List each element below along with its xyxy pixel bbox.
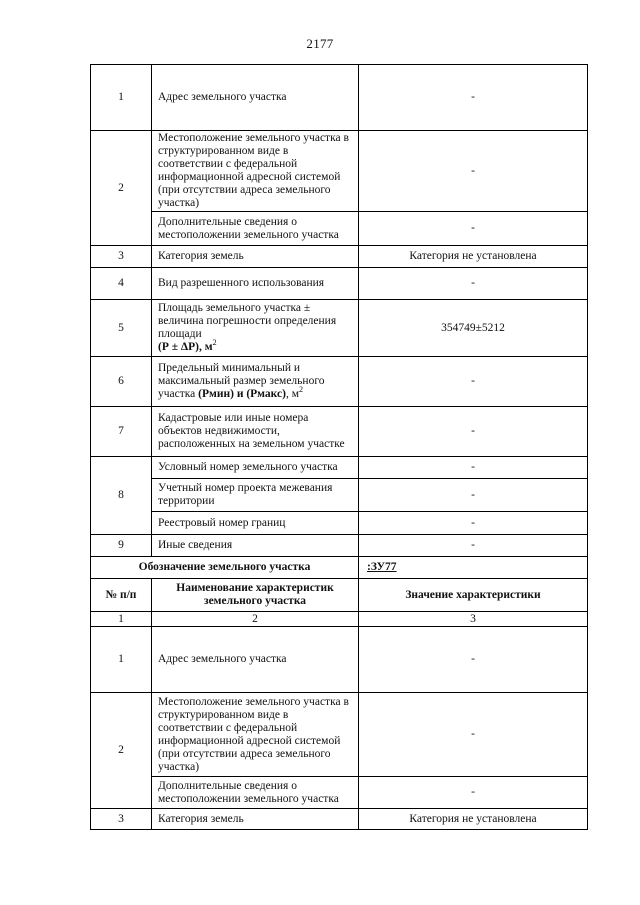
row-number: 1: [91, 65, 152, 131]
row-name: Учетный номер проекта межевания территории: [152, 479, 359, 512]
row-number: 1: [91, 627, 152, 693]
designation-value: :ЗУ77: [359, 557, 588, 579]
row-name: [152, 300, 359, 357]
row-name: Категория земель: [152, 809, 359, 830]
row-value: 354749±5212: [359, 300, 588, 357]
row-number: 2: [91, 131, 152, 246]
row-name: Реестровый номер границ: [152, 512, 359, 535]
column-index-row: [91, 612, 588, 627]
row-number: 7: [91, 407, 152, 457]
row-name: Кадастровые или иные номера объектов недвижимости, расположенных на земельном участке: [152, 407, 359, 457]
col-index: 2: [152, 612, 359, 627]
row-name: [152, 357, 359, 407]
row-number: 2: [91, 693, 152, 809]
row-number: 8: [91, 457, 152, 535]
col-header-num: № п/п: [91, 579, 152, 612]
table-row: [91, 407, 588, 457]
table-row: [91, 131, 588, 212]
row-value: -: [359, 693, 588, 777]
row-value: -: [359, 512, 588, 535]
row-value: -: [359, 479, 588, 512]
table-row: [91, 535, 588, 557]
row-name: Категория земель: [152, 246, 359, 268]
table-row: [91, 479, 588, 512]
area-unit-sup: 2: [212, 338, 217, 348]
row-value: -: [359, 407, 588, 457]
row-number: 5: [91, 300, 152, 357]
row-name: Иные сведения: [152, 535, 359, 557]
table-row: [91, 357, 588, 407]
row-name: Адрес земельного участка: [152, 65, 359, 131]
row-value: -: [359, 357, 588, 407]
page-number: 2177: [306, 36, 334, 51]
row-name: Адрес земельного участка: [152, 627, 359, 693]
col-header-value: Значение характеристики: [359, 579, 588, 612]
table-row: [91, 268, 588, 300]
table-row: [91, 246, 588, 268]
row-value: -: [359, 268, 588, 300]
table-row: [91, 693, 588, 777]
size-unit-sup: 2: [298, 385, 303, 395]
table-row: [91, 212, 588, 246]
row-name: Дополнительные сведения о местоположении земельного участка: [152, 777, 359, 809]
row-value: Категория не установлена: [359, 809, 588, 830]
row-number: 6: [91, 357, 152, 407]
row-value: -: [359, 535, 588, 557]
row-name: Местоположение земельного участка в структурированном виде в соответствии с федеральной информационной адресной системой (при отсутствии адреса земельного участка): [152, 131, 359, 212]
table-row: [91, 627, 588, 693]
col-index: 1: [91, 612, 152, 627]
table-row: [91, 300, 588, 357]
row-value: -: [359, 212, 588, 246]
table-row: [91, 809, 588, 830]
size-unit: , м: [285, 388, 299, 400]
row-number: 9: [91, 535, 152, 557]
column-header-row: [91, 579, 588, 612]
row-number: 4: [91, 268, 152, 300]
row-name: Местоположение земельного участка в структурированном виде в соответствии с федеральной информационной адресной системой (при отсутствии адреса земельного участка): [152, 693, 359, 777]
row-value: -: [359, 457, 588, 479]
row-value: -: [359, 131, 588, 212]
row-name: Дополнительные сведения о местоположении земельного участка: [152, 212, 359, 246]
table-row: [91, 457, 588, 479]
row-value: -: [359, 777, 588, 809]
col-header-name: Наименование характеристик земельного участка: [152, 579, 359, 612]
size-label: Предельный минимальный и максимальный размер земельного участка: [158, 362, 325, 400]
row-value: Категория не установлена: [359, 246, 588, 268]
row-name: Вид разрешенного использования: [152, 268, 359, 300]
row-name: Условный номер земельного участка: [152, 457, 359, 479]
row-number: 3: [91, 246, 152, 268]
row-number: 3: [91, 809, 152, 830]
area-formula: (Р ± ΔР), м: [158, 341, 213, 353]
table-row: [91, 777, 588, 809]
row-value: -: [359, 627, 588, 693]
designation-label: Обозначение земельного участка: [91, 557, 359, 579]
table-row: [91, 65, 588, 131]
row-value: -: [359, 65, 588, 131]
size-formula: (Рмин) и (Рмакс): [198, 388, 286, 400]
area-label: Площадь земельного участка ± величина погрешности определения площади: [158, 302, 337, 340]
col-index: 3: [359, 612, 588, 627]
land-plot-table: [90, 64, 588, 830]
designation-row: [91, 557, 588, 579]
table-row: [91, 512, 588, 535]
